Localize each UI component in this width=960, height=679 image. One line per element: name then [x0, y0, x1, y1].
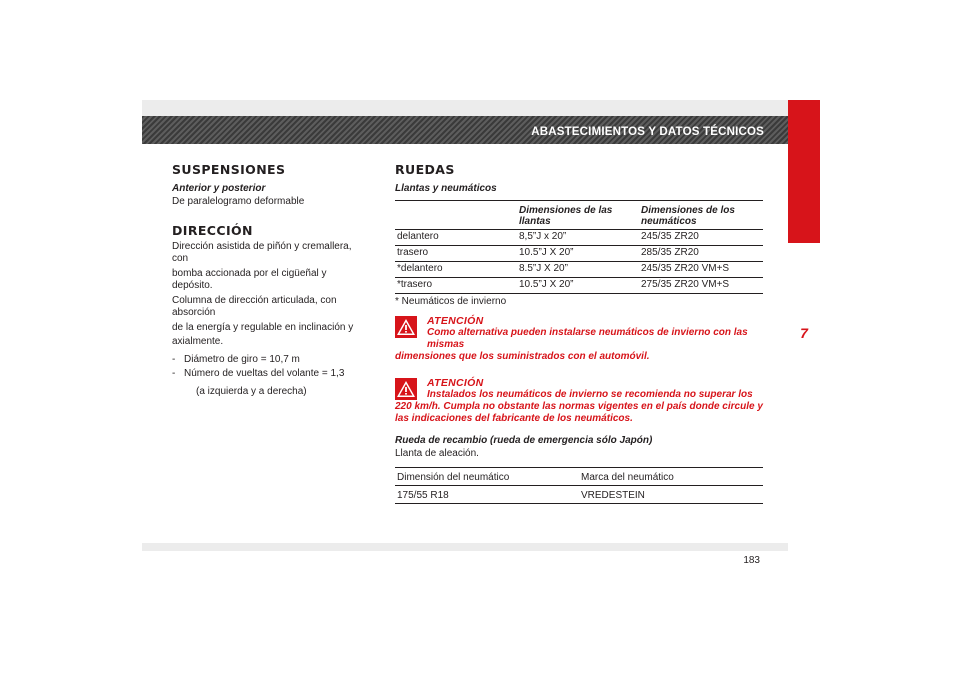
warning-block — [395, 377, 763, 425]
warning-text: dimensiones que los suministrados con el automóvil. — [395, 351, 650, 362]
warning-block — [395, 315, 763, 363]
table-cell: 245/35 ZR20 VM+S — [639, 262, 763, 278]
table-cell: 275/35 ZR20 VM+S — [639, 278, 763, 294]
table-row — [395, 246, 763, 262]
suspensiones-text: De paralelogramo deformable — [172, 196, 305, 207]
table-header-row — [395, 201, 763, 230]
table-cell: VREDESTEIN — [581, 489, 645, 501]
table-cell: 175/55 R18 — [397, 489, 449, 501]
table-row — [395, 262, 763, 278]
warning-triangle-icon — [395, 316, 417, 338]
warning-triangle-icon — [395, 378, 417, 400]
table-cell: 245/35 ZR20 — [639, 230, 763, 246]
ruedas-heading: RUEDAS — [395, 162, 455, 177]
ruedas-subheading: Llantas y neumáticos — [395, 183, 497, 194]
warning-title: ATENCIÓN — [427, 377, 484, 389]
warning-title: ATENCIÓN — [427, 315, 484, 327]
table-header-cell: Marca del neumático — [581, 471, 674, 483]
direccion-line: bomba accionada por el cigüeñal y depósito. — [172, 267, 327, 291]
warning-text: Como alternativa pueden instalarse neumáticos de invierno con las mismas — [427, 327, 748, 350]
tires-table — [395, 200, 763, 294]
table-header-row — [395, 467, 763, 485]
table-header-cell: Dimensiones de los neumáticos — [641, 205, 735, 227]
table-row — [395, 278, 763, 294]
table-row — [395, 485, 763, 503]
list-item: - Diámetro de giro = 10,7 m — [172, 353, 368, 367]
table-footnote: * Neumáticos de invierno — [395, 296, 507, 307]
table-cell: 285/35 ZR20 — [639, 246, 763, 262]
table-cell: *trasero — [395, 278, 517, 294]
right-column — [395, 162, 763, 504]
spare-wheel-text: Llanta de aleación. — [395, 448, 479, 459]
chapter-tab-bg — [788, 100, 820, 243]
suspensiones-subheading: Anterior y posterior — [172, 183, 266, 194]
section-title: ABASTECIMIENTOS Y DATOS TÉCNICOS — [531, 126, 764, 138]
list-item-continuation — [172, 385, 368, 399]
table-cell: 8,5”J x 20” — [517, 230, 639, 246]
chapter-number: 7 — [800, 325, 808, 341]
direccion-item-cont: (a izquierda y a derecha) — [196, 385, 307, 397]
direccion-heading: DIRECCIÓN — [172, 222, 253, 238]
header-top-band — [142, 100, 788, 116]
direccion-line: axialmente. — [172, 336, 224, 347]
spare-wheel-title: Rueda de recambio (rueda de emergencia sólo Japón) — [395, 435, 653, 446]
table-header-cell: Dimensiones de las llantas — [519, 205, 613, 227]
direccion-paragraph — [172, 241, 368, 349]
spare-table — [395, 467, 763, 504]
table-cell: delantero — [395, 230, 517, 246]
direccion-line: Columna de dirección articulada, con absorción — [172, 294, 337, 318]
table-row — [395, 230, 763, 246]
table-cell: trasero — [395, 246, 517, 262]
direccion-line: Dirección asistida de piñón y cremallera, con — [172, 240, 352, 264]
page-number: 183 — [743, 555, 760, 566]
table-cell: 8.5”J X 20” — [517, 262, 639, 278]
table-cell: 10.5”J X 20” — [517, 246, 639, 262]
table-cell: *delantero — [395, 262, 517, 278]
footer-band — [142, 543, 788, 551]
suspensiones-heading: SUSPENSIONES — [172, 162, 286, 177]
table-header-cell — [395, 201, 517, 230]
table-cell: 10.5”J X 20” — [517, 278, 639, 294]
left-column — [172, 162, 368, 399]
warning-text: Instalados los neumáticos de invierno se recomienda no superar los — [427, 389, 753, 400]
warning-text: 220 km/h. Cumpla no obstante las normas vigentes en el país donde circule y las indicaciones del fabricante de los neumáticos. — [395, 401, 763, 424]
direccion-line: de la energía y regulable en inclinación y — [172, 321, 354, 333]
table-header-cell: Dimensión del neumático — [397, 471, 510, 483]
direccion-list — [172, 353, 368, 381]
list-item: - Número de vueltas del volante = 1,3 — [172, 367, 368, 381]
